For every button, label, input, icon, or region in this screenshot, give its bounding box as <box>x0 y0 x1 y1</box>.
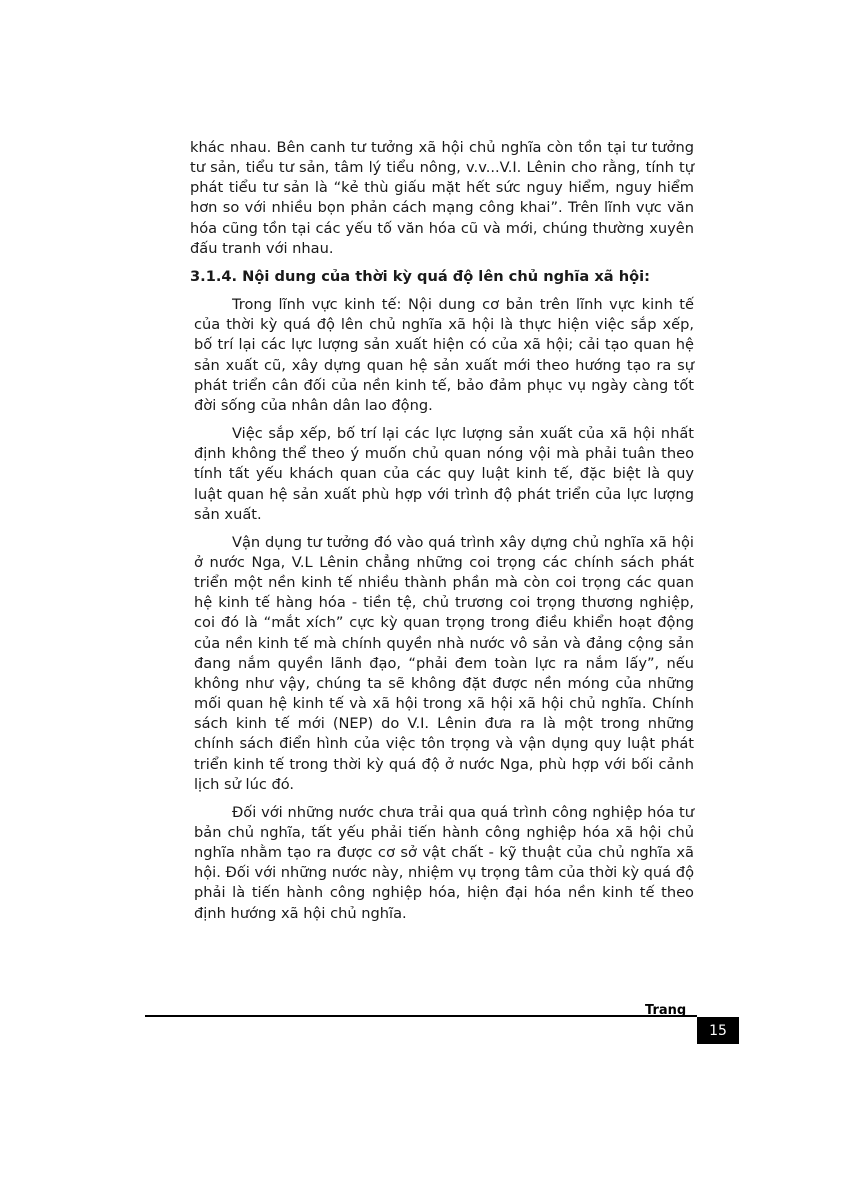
page-body <box>190 138 694 932</box>
body-paragraph: Vận dụng tư tưởng đó vào quá trình xây dựng chủ nghĩa xã hội ở nước Nga, V.L Lênin chẳng những coi trọng các chính sách phát triển một nền kinh tế nhiều thành phần mà còn coi trọng các quan hệ kinh tế hàng hóa - tiền tệ, chủ trương coi trọng thương nghiệp, coi đó là “mắt xích” cực kỳ quan trọng trong điều khiển hoạt động của nền kinh tế mà chính quyền nhà nước vô sản và đảng cộng sản đang nắm quyền lãnh đạo, “phải đem toàn lực ra nắm lấy”, nếu không như vậy, chúng ta sẽ không đặt được nền móng của những mối quan hệ kinh tế và xã hội trong xã hội xã hội chủ nghĩa. Chính sách kinh tế mới (NEP) do V.I. Lênin đưa ra là một trong những chính sách điển hình của việc tôn trọng và vận dụng quy luật phát triển kinh tế trong thời kỳ quá độ ở nước Nga, phù hợp với bối cảnh lịch sử lúc đó. <box>194 533 694 793</box>
body-paragraph: Trong lĩnh vực kinh tế: Nội dung cơ bản trên lĩnh vực kinh tế của thời kỳ quá độ lên chủ nghĩa xã hội là thực hiện việc sắp xếp, bố trí lại các lực lượng sản xuất hiện có của xã hội; cải tạo quan hệ sản xuất cũ, xây dựng quan hệ sản xuất mới theo hướng tạo ra sự phát triển cân đối của nền kinh tế, bảo đảm phục vụ ngày càng tốt đời sống của nhân dân lao động. <box>194 296 694 414</box>
page-number-badge: 15 <box>697 1017 739 1044</box>
footer-page-label: Trang <box>645 1003 687 1018</box>
footer-divider <box>145 1015 697 1017</box>
body-paragraph: Việc sắp xếp, bố trí lại các lực lượng sản xuất của xã hội nhất định không thể theo ý muốn chủ quan nóng vội mà phải tuân theo tính tất yếu khách quan của các quy luật kinh tế, đặc biệt là quy luật quan hệ sản xuất phù hợp với trình độ phát triển của lực lượng sản xuất. <box>194 425 694 523</box>
intro-paragraph: khác nhau. Bên canh tư tưởng xã hội chủ nghĩa còn tồn tại tư tưởng tư sản, tiểu tư sản, tâm lý tiểu nông, v.v...V.I. Lênin cho rằng, tính tự phát tiểu tư sản là “kẻ thù giấu mặt hết sức nguy hiểm, nguy hiểm hơn so với nhiều bọn phản cách mạng công khai”. Trên lĩnh vực văn hóa cũng tồn tại các yếu tố văn hóa cũ và mới, chúng thường xuyên đấu tranh với nhau. <box>190 139 694 257</box>
section-heading: 3.1.4. Nội dung của thời kỳ quá độ lên chủ nghĩa xã hội: <box>190 267 650 285</box>
body-paragraph: Đối với những nước chưa trải qua quá trình công nghiệp hóa tư bản chủ nghĩa, tất yếu phải tiến hành công nghiệp hóa xã hội chủ nghĩa nhằm tạo ra được cơ sở vật chất - kỹ thuật của chủ nghĩa xã hội. Đối với những nước này, nhiệm vụ trọng tâm của thời kỳ quá độ phải là tiến hành công nghiệp hóa, hiện đại hóa nền kinh tế theo định hướng xã hội chủ nghĩa. <box>194 803 694 922</box>
